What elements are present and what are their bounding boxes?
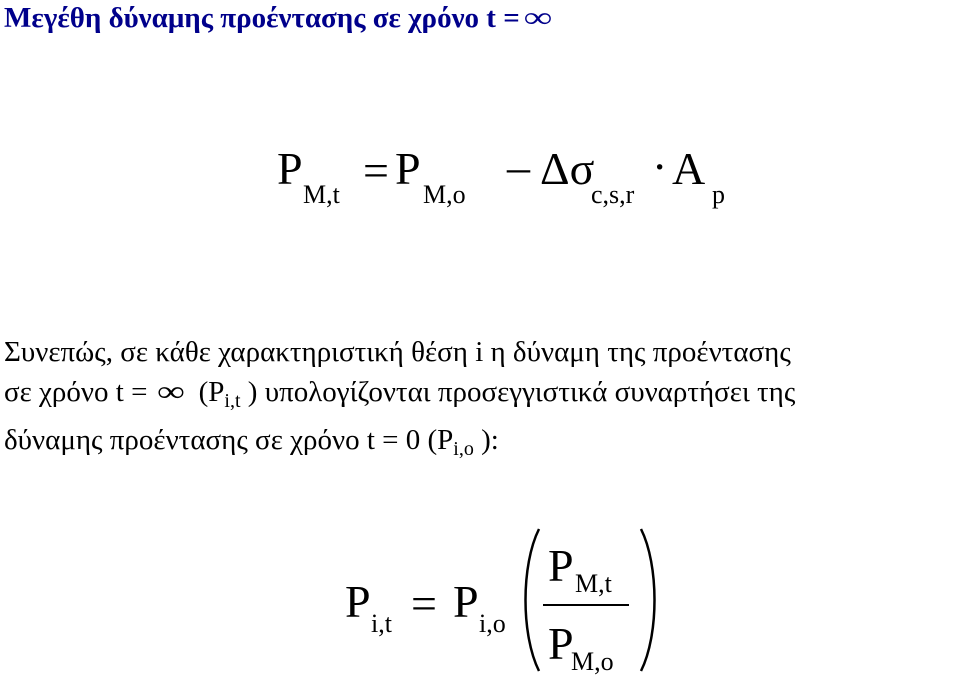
equation-point-force: [345, 525, 675, 675]
eq1-equals: =: [363, 145, 389, 196]
fraction-denominator-sub: M,o: [571, 647, 614, 676]
fraction-numerator: P: [548, 540, 574, 591]
line2-subscript: i,t: [224, 389, 241, 412]
eq1-lhs-sub: M,t: [303, 180, 340, 209]
eq1-term2-sub: c,s,r: [591, 180, 635, 209]
eq2-factor: P: [453, 576, 479, 627]
eq2-lhs: P: [345, 576, 371, 627]
equation-moment-force: [277, 140, 737, 210]
eq1-term2: Δσ: [540, 143, 595, 194]
eq2-factor-sub: i,o: [479, 609, 506, 638]
eq1-term3: A: [672, 143, 706, 194]
title-text: Μεγέθη δύναμης προέντασης σε χρόνο t =: [4, 2, 520, 34]
eq1-lhs: P: [277, 143, 303, 194]
fraction-denominator: P: [548, 618, 574, 669]
line2-text-a: σε χρόνο t =: [4, 375, 148, 408]
infinity-symbol: ∞: [523, 2, 552, 34]
eq1-term1: P: [395, 143, 421, 194]
line2-text-c: ) υπολογίζονται προσεγγιστικά συναρτήσει της: [247, 375, 796, 408]
paragraph-line-2: [4, 373, 959, 422]
right-parenthesis: [635, 525, 665, 675]
fraction-numerator-sub: M,t: [575, 569, 612, 598]
eq1-term3-sub: p: [712, 180, 725, 209]
eq1-term1-sub: M,o: [423, 180, 466, 209]
line3-text-a: δύναμης προέντασης σε χρόνο t = 0 (P: [4, 424, 454, 456]
page-title: [4, 2, 552, 35]
paragraph-line-3: [4, 421, 959, 470]
line2-text-b: (P: [198, 375, 225, 408]
eq1-minus: –: [507, 141, 530, 192]
line3-subscript: i,o: [453, 438, 474, 460]
paragraph-line-1: Συνεπώς, σε κάθε χαρακτηριστική θέση i η δύναμη της προέντασης: [4, 336, 791, 368]
fraction-bar: [543, 604, 629, 606]
eq1-dot: ·: [652, 141, 668, 192]
eq2-lhs-sub: i,t: [371, 609, 392, 638]
left-parenthesis: [515, 525, 545, 675]
line3-text-c: ):: [481, 424, 499, 456]
eq2-equals: =: [411, 578, 437, 629]
explanation-paragraph: [4, 333, 959, 470]
infinity-symbol: ∞: [156, 375, 185, 408]
